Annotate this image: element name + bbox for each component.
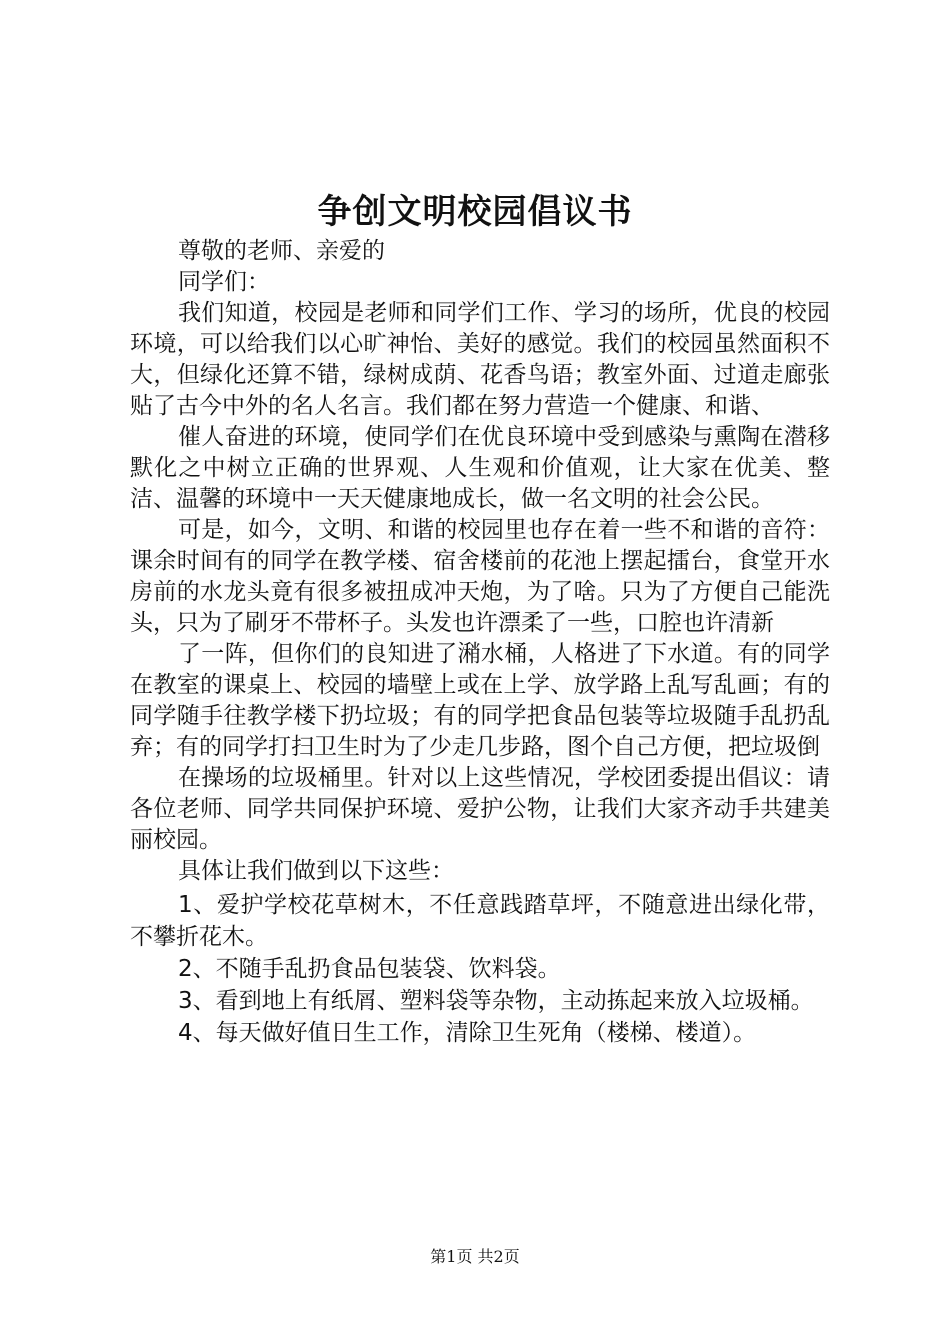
document-body [130, 236, 830, 1049]
body-paragraph: 可是，如今，文明、和谐的校园里也存在着一些不和谐的音符：课余时间有的同学在教学楼、宿舍楼前的花池上摆起擂台，食堂开水房前的水龙头竟有很多被扭成冲天炮，为了啥。只为了方便自己能洗头，只为了刷牙不带杯子。头发也许漂柔了一些，口腔也许清新 [130, 517, 830, 636]
list-item: 4、每天做好值日生工作，清除卫生死角（楼梯、楼道）。 [178, 1020, 757, 1046]
document-title: 争创文明校园倡议书 [317, 192, 633, 232]
salutation-line: 同学们： [178, 269, 270, 295]
body-paragraph: 了一阵，但你们的良知进了潲水桶，人格进了下水道。有的同学在教室的课桌上、校园的墙壁上或在上学、放学路上乱写乱画；有的同学随手往教学楼下扔垃圾；有的同学把食品包装等垃圾随手乱扔乱弃；有的同学打扫卫生时为了少走几步路，图个自己方便，把垃圾倒 [130, 641, 830, 760]
list-item: 2、不随手乱扔食品包装袋、饮料袋。 [178, 956, 561, 982]
proposal-list [130, 889, 830, 1049]
list-item: 1、爱护学校花草树木，不任意践踏草坪，不随意进出绿化带，不攀折花木。 [130, 892, 830, 950]
body-paragraph: 具体让我们做到以下这些： [178, 858, 454, 884]
body-paragraph: 催人奋进的环境，使同学们在优良环境中受到感染与熏陶在潜移默化之中树立正确的世界观、人生观和价值观，让大家在优美、整洁、温馨的环境中一天天健康地成长，做一名文明的社会公民。 [130, 424, 830, 512]
page-footer: 第1页 共2页 [430, 1247, 520, 1266]
salutation-line: 尊敬的老师、亲爱的 [178, 238, 385, 264]
body-paragraph: 我们知道，校园是老师和同学们工作、学习的场所，优良的校园环境，可以给我们以心旷神怡、美好的感觉。我们的校园虽然面积不大，但绿化还算不错，绿树成荫、花香鸟语；教室外面、过道走廊张贴了古今中外的名人名言。我们都在努力营造一个健康、和谐、 [130, 300, 830, 419]
list-item: 3、看到地上有纸屑、塑料袋等杂物，主动拣起来放入垃圾桶。 [178, 988, 814, 1014]
body-paragraph: 在操场的垃圾桶里。针对以上这些情况，学校团委提出倡议：请各位老师、同学共同保护环境、爱护公物，让我们大家齐动手共建美丽校园。 [130, 765, 830, 853]
